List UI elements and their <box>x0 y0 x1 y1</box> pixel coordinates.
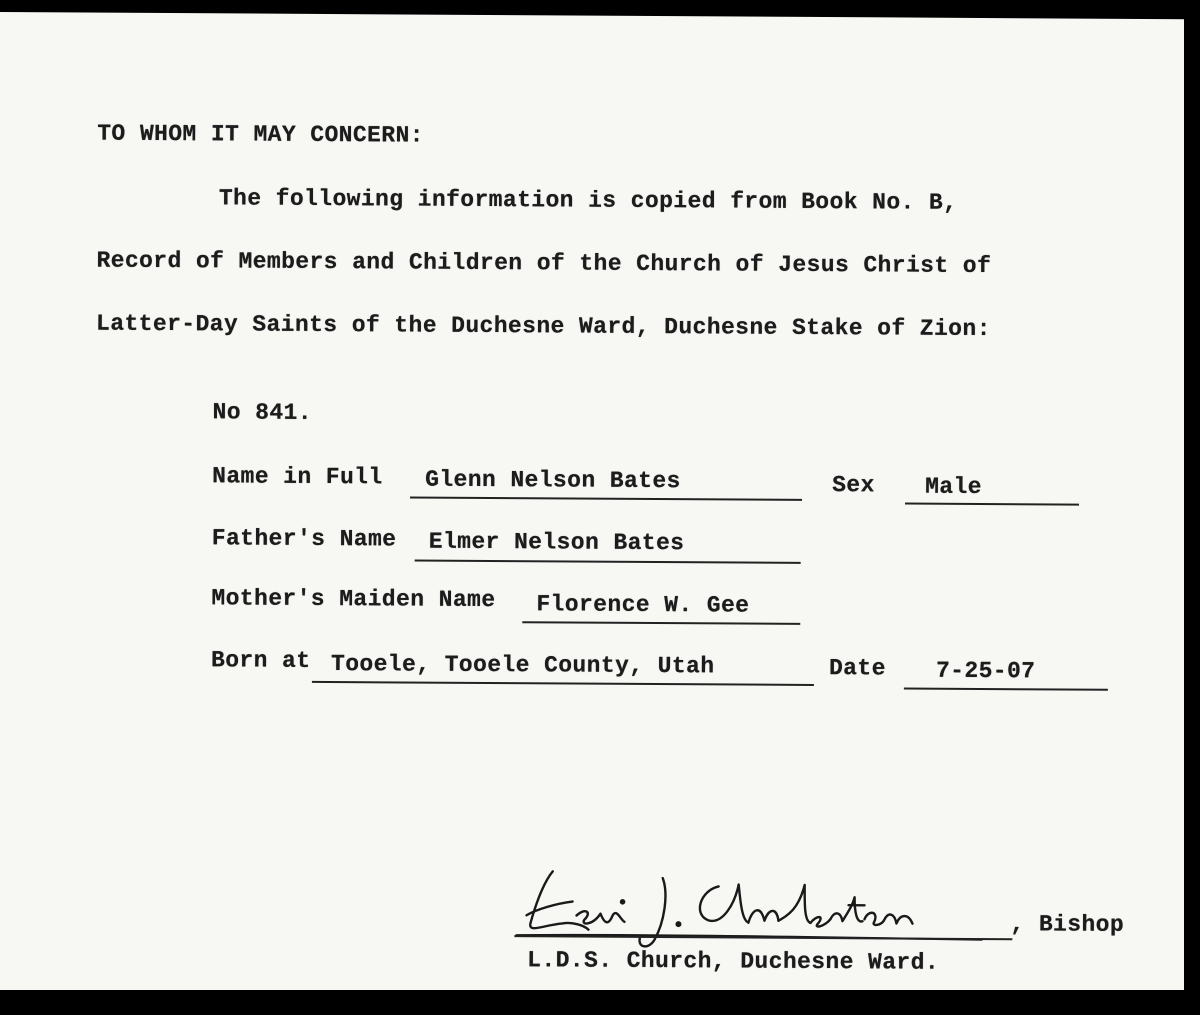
date-underline <box>904 688 1108 691</box>
born-underline <box>312 681 814 686</box>
mother-value: Florence W. Gee <box>536 591 750 619</box>
scan-edge-bottom <box>0 990 1200 1015</box>
organization: L.D.S. Church, Duchesne Ward. <box>527 947 940 976</box>
scan-edge-right <box>1184 0 1200 1015</box>
intro-line-3: Latter-Day Saints of the Duchesne Ward, Duchesne Stake of Zion: <box>96 310 991 343</box>
signature-image <box>512 863 983 956</box>
date-label: Date <box>828 655 886 682</box>
intro-line-2: Record of Members and Children of the Church of Jesus Christ of <box>96 247 992 280</box>
intro-line-1: The following information is copied from Book No. B, <box>218 185 958 216</box>
father-value: Elmer Nelson Bates <box>428 528 685 557</box>
paper-sheet <box>0 12 1190 997</box>
signer-title: , Bishop <box>1010 911 1125 938</box>
salutation: TO WHOM IT MAY CONCERN: <box>97 120 424 149</box>
mother-label: Mother's Maiden Name <box>211 585 496 614</box>
sex-underline <box>905 503 1079 506</box>
born-label: Born at <box>210 647 311 674</box>
record-number: No 841. <box>212 399 313 426</box>
date-value: 7-25-07 <box>935 657 1036 685</box>
name-value: Glenn Nelson Bates <box>425 466 681 495</box>
mother-underline <box>522 621 800 625</box>
father-underline <box>415 560 801 564</box>
name-label: Name in Full <box>212 463 383 491</box>
born-value: Tooele, Tooele County, Utah <box>330 651 715 680</box>
sex-value: Male <box>925 473 983 501</box>
father-label: Father's Name <box>211 525 397 553</box>
name-underline <box>410 497 802 501</box>
sex-label: Sex <box>832 472 875 499</box>
